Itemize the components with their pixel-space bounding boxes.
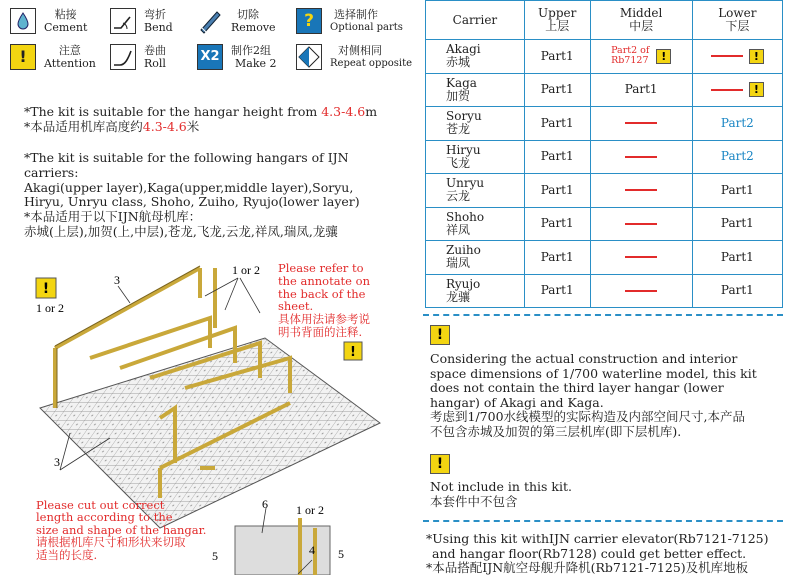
col-carrier: Carrier (426, 1, 525, 40)
label-3-top: 3 (114, 273, 120, 287)
middle-cell: Part1 (590, 73, 692, 107)
lower-cell (692, 73, 782, 107)
attention-icon: ! (749, 82, 764, 97)
table-row (426, 73, 783, 107)
middle-cell (590, 274, 692, 308)
table-row (426, 107, 783, 141)
legend-attention (10, 42, 105, 76)
label-5a: 5 (212, 549, 218, 563)
lower-cell: Part2 (692, 107, 782, 141)
table-row (426, 207, 783, 241)
table-row (426, 140, 783, 174)
remove-icon (197, 8, 223, 34)
legend-en: Make 2 (235, 57, 277, 70)
carrier-name: Zuiho 瑞凤 (426, 241, 525, 275)
middle-cell (590, 107, 692, 141)
label-4: 4 (309, 543, 315, 557)
not-applicable-line (625, 256, 657, 258)
upper-cell: Part1 (524, 241, 590, 275)
legend-zh: 粘接 (54, 8, 77, 21)
svg-text:!: ! (42, 281, 50, 297)
table-row (426, 40, 783, 74)
upper-cell: Part1 (524, 207, 590, 241)
lower-cell (692, 40, 782, 74)
label-5b: 5 (338, 547, 344, 561)
not-applicable-line (625, 156, 657, 158)
carrier-name: Ryujo 龙骧 (426, 274, 525, 308)
middle-cell: Part2 of Rb7127 ! (590, 40, 692, 74)
legend-en: Bend (144, 21, 173, 34)
label-1or2-b: 1 or 2 (296, 503, 324, 517)
col-lower: Lower 下层 (692, 1, 782, 40)
carrier-name: Soryu 苍龙 (426, 107, 525, 141)
carrier-hangar-table (425, 0, 783, 308)
repeat-opposite-icon (296, 44, 322, 70)
section-divider (423, 520, 783, 522)
legend-en: Cement (44, 21, 88, 34)
middle-cell (590, 140, 692, 174)
label-6: 6 (262, 497, 268, 511)
upper-cell: Part1 (524, 174, 590, 208)
lower-cell: Part1 (692, 241, 782, 275)
legend-en: Optional parts (330, 22, 403, 33)
lower-cell: Part1 (692, 174, 782, 208)
legend-zh: 制作2组 (231, 44, 271, 57)
legend-make2 (197, 42, 287, 76)
legend-remove (197, 6, 287, 40)
legend-en: Attention (44, 57, 96, 70)
make2-icon: X2 (197, 44, 223, 70)
section-divider (423, 314, 783, 316)
carrier-name: Unryu 云龙 (426, 174, 525, 208)
col-upper: Upper 上层 (524, 1, 590, 40)
label-3-bottom: 3 (54, 455, 60, 469)
not-applicable-line (711, 89, 743, 91)
cement-icon (10, 8, 36, 34)
legend-optional (296, 6, 406, 40)
upper-cell: Part1 (524, 40, 590, 74)
legend-roll (110, 42, 190, 76)
legend-cement (10, 6, 105, 40)
legend-zh: 弯折 (144, 8, 166, 21)
legend-repeat-opposite (296, 42, 413, 76)
legend-zh: 注意 (58, 44, 81, 57)
label-1or2-left: 1 or 2 (36, 301, 64, 315)
not-included-note: Not include in this kit. 本套件中不包含 (430, 479, 572, 509)
attention-icon: ! (656, 49, 671, 64)
cut-length-note: Please cut out correct length according to the size and shape of the hangar. 请根据机库尺寸和形状来切取 适当的长度. (36, 498, 207, 562)
not-applicable-line (625, 223, 657, 225)
optional-icon: ? (296, 8, 322, 34)
lower-cell: Part1 (692, 274, 782, 308)
legend-en: Remove (231, 21, 276, 34)
middle-cell (590, 174, 692, 208)
attention-icon: ! (430, 325, 450, 345)
attention-icon: ! (10, 44, 36, 70)
refer-annotation-note: Please refer to the annotate on the back of the sheet. 具体用法请参考说 明书背面的注释. (278, 261, 370, 339)
legend-zh: 选择制作 (334, 8, 378, 21)
legend-bend (110, 6, 190, 40)
carrier-name: Hiryu 飞龙 (426, 140, 525, 174)
lower-cell: Part1 (692, 207, 782, 241)
bend-icon (110, 8, 136, 34)
lower-cell: Part2 (692, 140, 782, 174)
label-1or2-top: 1 or 2 (232, 263, 260, 277)
upper-cell: Part1 (524, 274, 590, 308)
upper-cell: Part1 (524, 140, 590, 174)
svg-text:!: ! (350, 345, 356, 360)
attention-icon: ! (749, 49, 764, 64)
upper-cell: Part1 (524, 107, 590, 141)
not-applicable-line (711, 55, 743, 57)
not-applicable-line (625, 290, 657, 292)
table-row (426, 274, 783, 308)
attention-icon: ! (430, 454, 450, 474)
carrier-name: Akagi 赤城 (426, 40, 525, 74)
not-applicable-line (625, 189, 657, 191)
legend-en: Roll (144, 57, 166, 70)
height-note: *The kit is suitable for the hangar height from 4.3-4.6m *本品适用机库高度约4.3-4.6米 (24, 104, 378, 134)
legend-en: Repeat opposite (330, 58, 413, 69)
upper-cell: Part1 (524, 73, 590, 107)
legend-zh: 对侧相同 (338, 44, 382, 57)
recommended-products-note: *Using this kit withIJN carrier elevator(Rb7121-7125) and hangar floor(Rb7128) could get better effect. *本品搭配IJN航空母舰升降机(Rb7121-7125)及机库地板 (426, 531, 769, 575)
middle-cell (590, 241, 692, 275)
table-row (426, 174, 783, 208)
table-row (426, 241, 783, 275)
legend-zh: 卷曲 (144, 44, 166, 57)
table-header-row (426, 1, 783, 40)
not-applicable-line (625, 122, 657, 124)
middle-cell (590, 207, 692, 241)
roll-icon (110, 44, 136, 70)
carrier-name: Shoho 祥凤 (426, 207, 525, 241)
col-middle: Middel 中层 (590, 1, 692, 40)
carrier-name: Kaga 加贺 (426, 73, 525, 107)
lower-hangar-note: Considering the actual construction and interior space dimensions of 1/700 waterline model, this kit does not contain the third layer hangar (lower hangar) of Akagi and Kaga. 考虑到1/700水线模型的实际构造及内部空间尺寸,本产品 不包含赤城及加贺的第三层机库(即下层机库). (430, 351, 757, 439)
legend-zh: 切除 (237, 8, 259, 21)
hangar-list-note: *The kit is suitable for the following hangars of IJN carriers: Akagi(upper layer),Kaga(upper,middle layer),Soryu, Hiryu, Unryu class, Shoho, Zuiho, Ryujo(lower layer) *本品适用于以下IJN航母机库： 赤城(上层),加贺(上,中层),苍龙,飞龙,云龙,祥凤,瑞凤,龙骧 (24, 150, 360, 239)
